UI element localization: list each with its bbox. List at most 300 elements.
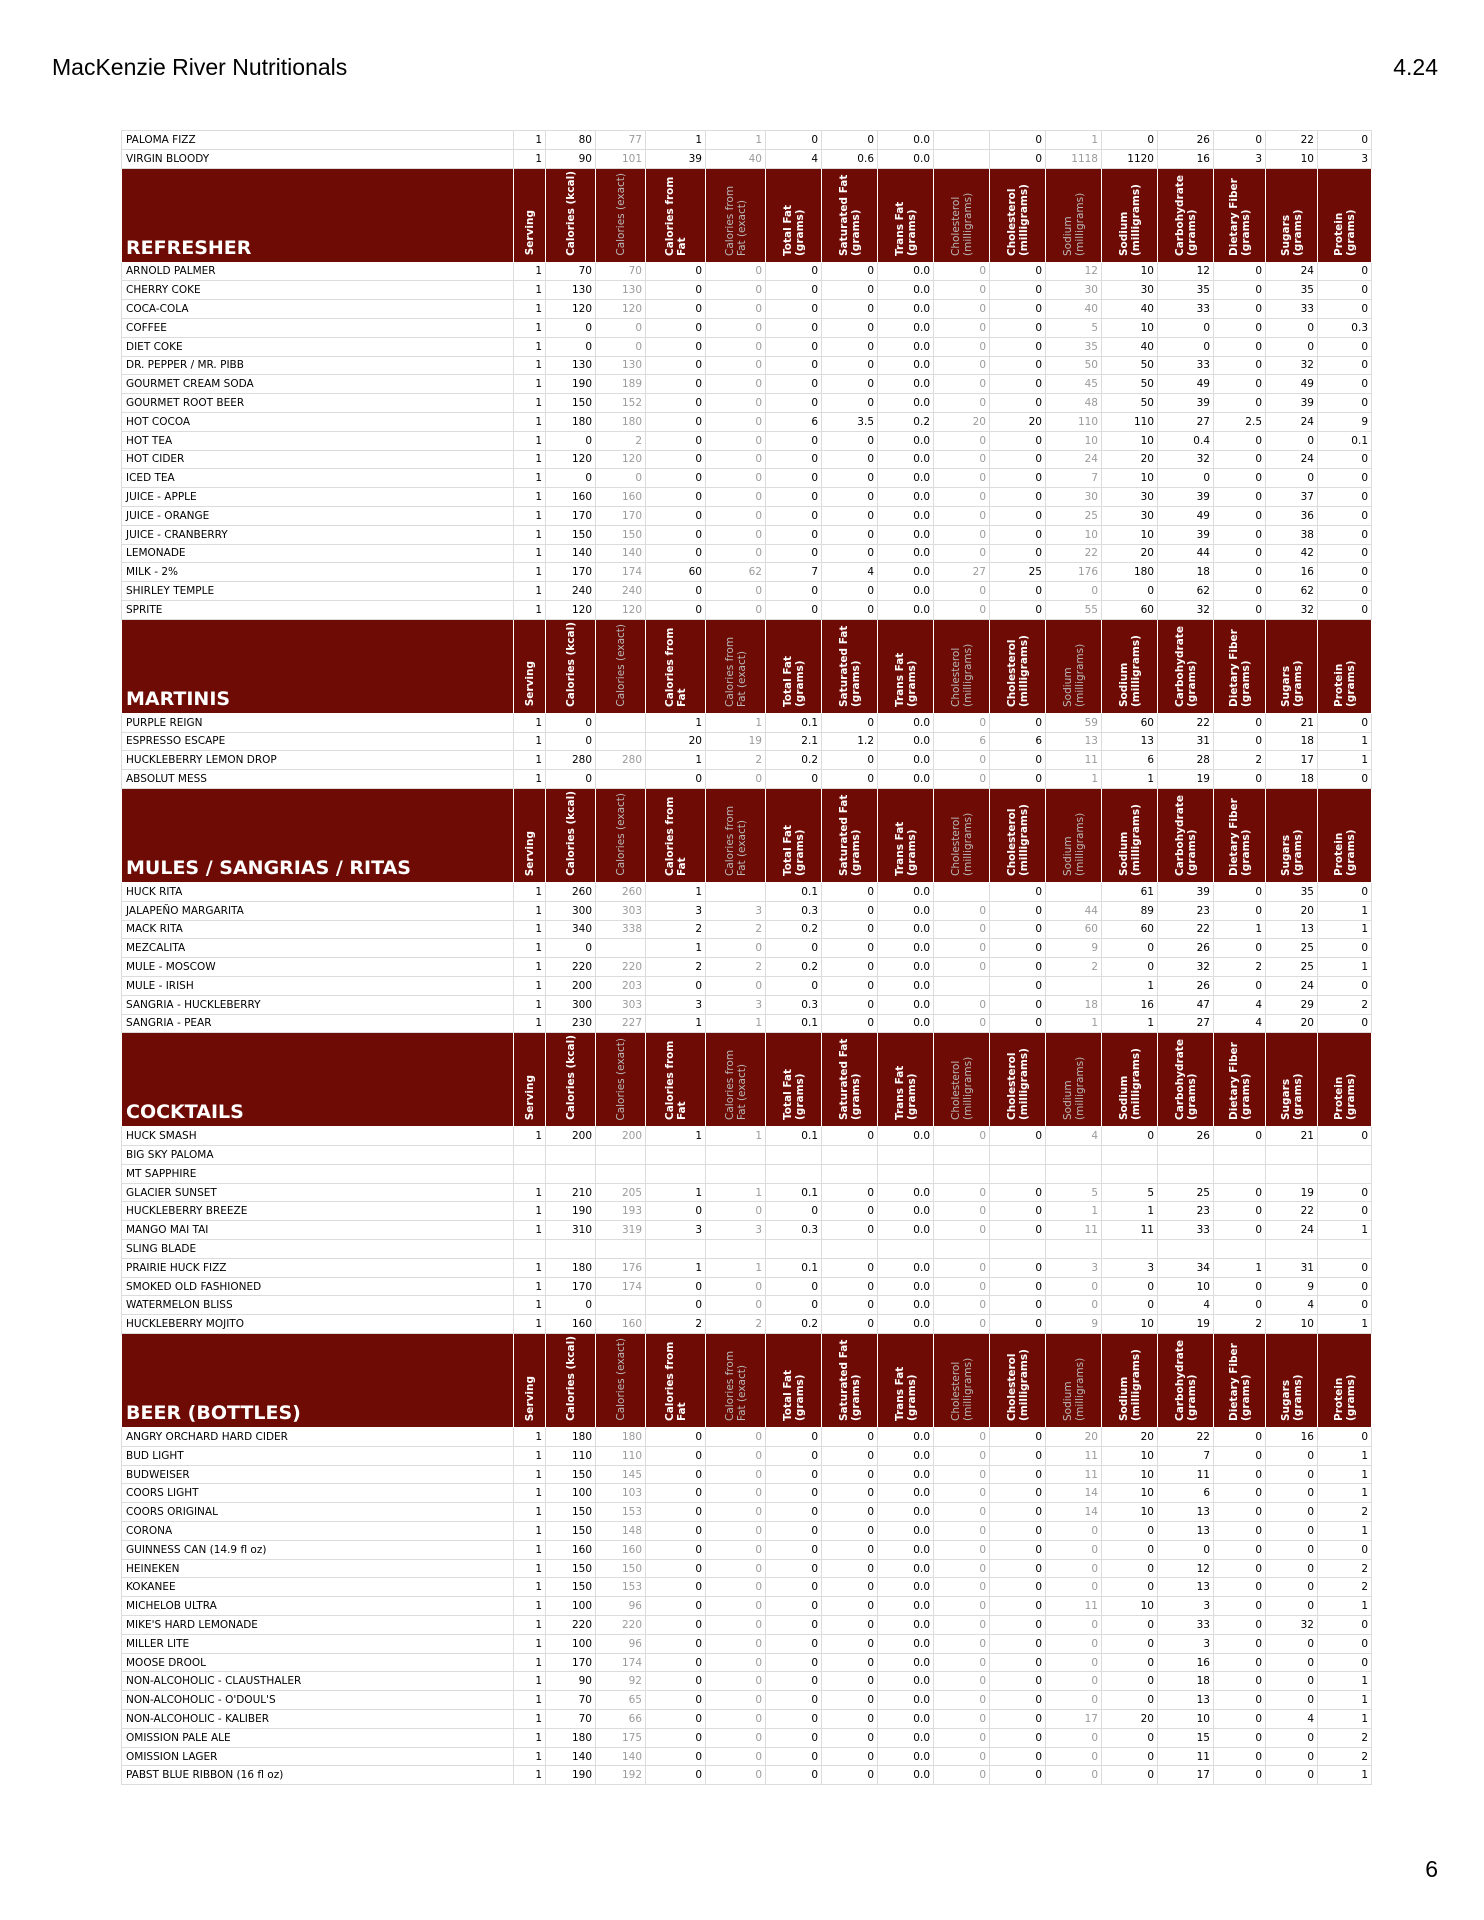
nutrient-value: 20 [1266,1014,1318,1033]
nutrient-value: 0 [1214,582,1266,601]
nutrient-value: 3 [646,1221,706,1240]
column-header [706,619,766,713]
nutrient-value: 1 [514,300,546,319]
nutrient-value [878,1240,934,1259]
nutrient-value: 0 [934,1183,990,1202]
nutrient-value: 26 [1158,1127,1214,1146]
item-name: BIG SKY PALOMA [122,1146,514,1165]
nutrient-value: 19 [1158,770,1214,789]
nutrient-value: 12 [1046,262,1102,281]
nutrient-value: 0 [822,1258,878,1277]
nutrient-value: 0 [822,1127,878,1146]
nutrient-value: 37 [1266,488,1318,507]
nutrient-value: 0 [1318,131,1372,150]
nutrient-value: 0 [706,1428,766,1447]
nutrient-value: 6 [990,732,1046,751]
nutrient-value: 22 [1158,713,1214,732]
nutrient-value: 0 [1214,1465,1266,1484]
nutrient-value: 0 [706,976,766,995]
nutrient-value: 0 [822,469,878,488]
nutrient-value: 0 [822,525,878,544]
nutrient-value: 0 [934,1728,990,1747]
nutrient-value [934,1240,990,1259]
item-name: GUINNESS CAN (14.9 fl oz) [122,1540,514,1559]
nutrient-value: 103 [596,1484,646,1503]
nutrient-value: 50 [1102,356,1158,375]
nutrient-value [596,732,646,751]
nutrient-value: 0.0 [878,1127,934,1146]
nutrient-value: 6 [766,412,822,431]
column-header-label: Saturated Fat (grams) [837,794,862,876]
nutrient-value: 2 [1318,1503,1372,1522]
nutrient-value: 60 [1102,600,1158,619]
nutrient-value: 0 [822,1578,878,1597]
nutrient-value: 0 [1318,770,1372,789]
nutrient-value: 0 [1102,1672,1158,1691]
nutrient-value: 0 [1046,1728,1102,1747]
nutrient-value: 0 [1158,318,1214,337]
nutrient-value: 20 [934,412,990,431]
nutrient-value: 0 [706,1672,766,1691]
nutrient-value: 0 [646,1766,706,1785]
nutrient-value: 32 [1266,1616,1318,1635]
column-header-label: Serving [523,210,536,256]
nutrient-value: 32 [1158,600,1214,619]
nutrient-value: 190 [546,375,596,394]
nutrient-value: 0 [646,1446,706,1465]
item-name: PABST BLUE RIBBON (16 fl oz) [122,1766,514,1785]
nutrient-value: 0 [766,1578,822,1597]
nutrient-value: 70 [546,262,596,281]
nutrient-value: 0 [646,1559,706,1578]
nutrient-value: 0 [1214,488,1266,507]
nutrient-value: 47 [1158,995,1214,1014]
nutrient-value: 230 [546,1014,596,1033]
nutrient-value: 10 [1158,1710,1214,1729]
nutrient-value: 0.0 [878,1014,934,1033]
column-header-label: Sodium (milligrams) [1061,1057,1086,1121]
nutrient-value: 0 [546,732,596,751]
nutrient-value: 24 [1266,262,1318,281]
nutrient-value: 160 [596,488,646,507]
table-row [122,1522,1372,1541]
nutrient-value: 13 [1158,1503,1214,1522]
nutrient-value: 2 [706,1315,766,1334]
table-row [122,1559,1372,1578]
nutrient-value: 0 [822,1728,878,1747]
table-row [122,337,1372,356]
nutrient-value: 0 [1214,939,1266,958]
column-header [878,168,934,262]
nutrient-value: 0 [596,337,646,356]
nutrient-value: 0.0 [878,318,934,337]
column-header-label: Calories (exact) [614,172,627,256]
nutrient-value: 0 [646,318,706,337]
column-header [706,788,766,882]
column-header-label: Dietary Fiber (grams) [1227,1042,1252,1121]
nutrient-value: 0 [934,600,990,619]
item-name: WATERMELON BLISS [122,1296,514,1315]
column-header-label: Serving [523,1375,536,1422]
nutrient-value: 0.6 [822,149,878,168]
nutrient-value: 0 [934,1578,990,1597]
nutrient-value: 1.2 [822,732,878,751]
nutrient-value: 5 [1102,1183,1158,1202]
nutrient-value: 0.0 [878,1202,934,1221]
nutrient-value: 0 [1102,1522,1158,1541]
nutrient-value: 0 [822,131,878,150]
column-header-label: Serving [523,1075,536,1121]
nutrient-value: 1 [706,131,766,150]
nutrient-value: 0 [766,1446,822,1465]
nutrient-value: 23 [1158,1202,1214,1221]
item-name: OMISSION PALE ALE [122,1728,514,1747]
table-row [122,300,1372,319]
nutrient-value: 0 [990,431,1046,450]
nutrient-value: 2 [646,920,706,939]
item-name: NON-ALCOHOLIC - O'DOUL'S [122,1691,514,1710]
nutrient-value: 0.0 [878,1465,934,1484]
nutrient-value: 13 [1102,732,1158,751]
nutrient-value: 20 [1046,1428,1102,1447]
column-header [1046,619,1102,713]
nutrient-value: 19 [706,732,766,751]
nutrient-value: 0 [706,450,766,469]
column-header-label: Sodium (milligrams) [1061,643,1086,707]
nutrient-value: 0 [822,318,878,337]
nutrient-value: 0 [706,1202,766,1221]
nutrient-value [1318,1240,1372,1259]
nutrient-value: 0 [596,318,646,337]
table-row [122,1428,1372,1447]
nutrient-value: 0 [706,262,766,281]
nutrient-value: 11 [1046,1221,1102,1240]
nutrient-value: 0.3 [766,995,822,1014]
column-header [706,1334,766,1428]
nutrient-value: 0.0 [878,544,934,563]
nutrient-value: 44 [1158,544,1214,563]
nutrient-value: 0 [706,1728,766,1747]
nutrient-value: 0 [1102,1296,1158,1315]
nutrient-value: 0.0 [878,431,934,450]
table-row [122,506,1372,525]
nutrient-value: 0 [1318,1277,1372,1296]
column-header-label: Total Fat (grams) [781,204,806,256]
nutrient-value: 2 [1318,995,1372,1014]
nutrient-value: 0 [822,1710,878,1729]
nutrient-value: 7 [1046,469,1102,488]
nutrient-value: 1 [514,976,546,995]
nutrient-value: 11 [1102,1221,1158,1240]
nutrient-value: 4 [1266,1710,1318,1729]
nutrient-value: 0 [934,1522,990,1541]
nutrient-value: 0 [766,1428,822,1447]
nutrient-value [596,1296,646,1315]
nutrient-value: 1 [514,1672,546,1691]
nutrient-value: 0 [934,1691,990,1710]
nutrient-value: 0 [990,337,1046,356]
nutrient-value: 0 [1318,356,1372,375]
table-row [122,1672,1372,1691]
nutrient-value: 180 [596,412,646,431]
nutrient-value: 0 [822,1446,878,1465]
column-header-label: Trans Fat (grams) [893,1366,918,1422]
nutrient-value: 0 [1318,976,1372,995]
nutrient-value [596,1240,646,1259]
nutrient-value: 39 [1158,394,1214,413]
nutrient-value: 0 [1214,1522,1266,1541]
nutrient-value: 7 [1158,1446,1214,1465]
nutrient-value: 1 [514,901,546,920]
nutrient-value: 0 [1266,431,1318,450]
column-header [1318,619,1372,713]
nutrient-value: 1 [514,939,546,958]
column-header [1046,168,1102,262]
nutrient-value: 39 [1158,525,1214,544]
nutrient-value: 0 [646,450,706,469]
nutrient-value: 0 [1318,600,1372,619]
item-name: ICED TEA [122,469,514,488]
nutrient-value: 0.0 [878,901,934,920]
nutrient-value: 0 [1318,1296,1372,1315]
nutrient-value: 0 [706,1484,766,1503]
nutrient-value: 180 [546,1258,596,1277]
nutrient-value: 0 [822,1634,878,1653]
nutrient-value: 3 [646,901,706,920]
nutrient-value [1102,1164,1158,1183]
nutrient-value: 0.0 [878,995,934,1014]
table-row [122,958,1372,977]
nutrient-value: 0 [934,1710,990,1729]
nutrient-value: 0 [1158,337,1214,356]
section-title: BEER (BOTTLES) [122,1334,514,1428]
nutrient-value: 1 [514,582,546,601]
nutrient-value: 319 [596,1221,646,1240]
nutrient-value: 2 [706,958,766,977]
nutrient-value: 1 [1318,1221,1372,1240]
nutrient-value: 0 [546,1296,596,1315]
nutrient-value: 2 [706,751,766,770]
nutrient-value: 10 [1102,1315,1158,1334]
nutrient-value: 0 [1214,1127,1266,1146]
nutrient-value [990,1164,1046,1183]
table-row [122,770,1372,789]
nutrient-value: 240 [546,582,596,601]
column-header-label: Calories (exact) [614,793,627,876]
nutrient-value: 0 [1214,1202,1266,1221]
nutrient-value: 0 [706,770,766,789]
nutrient-value: 1 [514,1183,546,1202]
nutrient-value: 4 [822,563,878,582]
nutrient-value: 0 [990,488,1046,507]
nutrient-value: 100 [546,1597,596,1616]
nutrient-value: 29 [1266,995,1318,1014]
nutrient-value: 0 [990,281,1046,300]
item-name: ABSOLUT MESS [122,770,514,789]
nutrient-value: 30 [1102,506,1158,525]
nutrient-value: 39 [646,149,706,168]
nutrient-value: 0 [646,582,706,601]
table-row [122,713,1372,732]
nutrient-value: 0 [990,600,1046,619]
nutrient-value: 34 [1158,1258,1214,1277]
nutrient-value: 35 [1046,337,1102,356]
section-header [122,788,1372,882]
nutrient-value: 1 [514,1616,546,1635]
nutrient-value: 0.0 [878,488,934,507]
nutrient-value: 66 [596,1710,646,1729]
table-row [122,375,1372,394]
nutrient-value: 11 [1046,1446,1102,1465]
table-row [122,281,1372,300]
table-row [122,1691,1372,1710]
nutrient-value: 31 [1158,732,1214,751]
table-row [122,995,1372,1014]
nutrient-value: 160 [546,1315,596,1334]
nutrient-value: 27 [1158,412,1214,431]
nutrient-value: 0 [1214,1616,1266,1635]
nutrient-value: 0 [1318,1183,1372,1202]
nutrient-value: 0 [990,1710,1046,1729]
nutrient-value: 1 [646,1183,706,1202]
nutrient-value: 0 [822,751,878,770]
column-header-label: Serving [523,661,536,707]
nutrient-value: 1 [706,1183,766,1202]
nutrient-value: 1 [1318,751,1372,770]
nutrient-value: 0 [1214,281,1266,300]
nutrient-value: 18 [1266,770,1318,789]
nutrient-value: 0 [1102,1127,1158,1146]
nutrient-value: 10 [1046,431,1102,450]
nutrient-value: 40 [706,149,766,168]
nutrient-value: 49 [1266,375,1318,394]
column-header [766,168,822,262]
nutrient-value: 0 [1318,300,1372,319]
nutrient-value: 0 [766,1559,822,1578]
nutrient-value: 160 [596,1540,646,1559]
item-name: VIRGIN BLOODY [122,149,514,168]
table-row [122,1465,1372,1484]
column-header [1318,1334,1372,1428]
nutrient-value: 0 [1158,469,1214,488]
nutrient-value: 0.0 [878,356,934,375]
nutrient-value: 280 [596,751,646,770]
nutrient-value: 1 [514,1766,546,1785]
nutrient-value: 0.0 [878,1277,934,1296]
nutrient-value: 0 [822,939,878,958]
column-header-label: Calories from Fat (exact) [723,1050,748,1121]
nutrient-value: 0 [1046,1672,1102,1691]
nutrient-value: 0 [822,1559,878,1578]
nutrient-value: 0 [706,1747,766,1766]
nutrient-value: 0 [822,394,878,413]
nutrient-value: 1 [514,1127,546,1146]
nutrient-value: 0 [990,1616,1046,1635]
nutrient-value: 17 [1158,1766,1214,1785]
nutrient-value: 9 [1318,412,1372,431]
nutrient-value: 152 [596,394,646,413]
nutrient-value: 0 [1318,1127,1372,1146]
nutrient-value: 20 [1102,450,1158,469]
nutrient-value: 6 [1102,751,1158,770]
nutrient-value: 0 [1318,1202,1372,1221]
nutrient-value: 1 [514,1559,546,1578]
nutrient-value: 0.0 [878,563,934,582]
nutrient-value: 40 [1102,300,1158,319]
nutrient-value: 150 [546,1522,596,1541]
nutrient-value: 0 [1102,1616,1158,1635]
nutrient-value: 0.0 [878,1634,934,1653]
nutrient-value [514,1146,546,1165]
nutrient-value: 1 [1318,1766,1372,1785]
nutrient-value: 0.0 [878,1446,934,1465]
nutrient-value: 35 [1158,281,1214,300]
nutrient-value: 35 [1266,882,1318,901]
nutrient-value: 0 [646,1747,706,1766]
nutrient-value: 1 [1318,1484,1372,1503]
nutrient-value: 10 [1102,1465,1158,1484]
nutrient-value: 1 [514,1634,546,1653]
column-header-label: Carbohydrate (grams) [1173,794,1198,876]
nutrient-value: 0 [1214,600,1266,619]
nutrient-value: 0 [990,1522,1046,1541]
nutrient-value: 1 [1318,920,1372,939]
column-header [1214,619,1266,713]
item-name: LEMONADE [122,544,514,563]
nutrient-value: 2 [646,958,706,977]
nutrient-value: 0 [822,1465,878,1484]
nutrient-value: 0.0 [878,262,934,281]
nutrient-value: 44 [1046,901,1102,920]
nutrient-value: 1118 [1046,149,1102,168]
nutrient-value [1046,1146,1102,1165]
nutrient-value: 0 [1214,1710,1266,1729]
nutrient-value: 10 [1102,1484,1158,1503]
nutrient-value: 0 [1046,1540,1102,1559]
nutrient-value: 130 [546,281,596,300]
nutrient-value: 0.0 [878,1522,934,1541]
nutrient-value: 0 [934,958,990,977]
item-name: PALOMA FIZZ [122,131,514,150]
nutrient-value: 89 [1102,901,1158,920]
nutrient-value: 0 [706,1691,766,1710]
nutrient-value: 0 [822,431,878,450]
column-header-label: Saturated Fat (grams) [837,174,862,256]
item-name: CORONA [122,1522,514,1541]
column-header [878,1033,934,1127]
nutrient-value: 0 [934,920,990,939]
nutrient-value: 2 [1214,751,1266,770]
nutrient-value: 0 [706,506,766,525]
item-name: SANGRIA - HUCKLEBERRY [122,995,514,1014]
nutrient-value: 24 [1266,1221,1318,1240]
nutrient-value: 101 [596,149,646,168]
nutrient-value: 0 [766,394,822,413]
nutrient-value: 0 [1102,1559,1158,1578]
nutrient-value: 48 [1046,394,1102,413]
column-header [1158,168,1214,262]
nutrient-value: 0.2 [878,412,934,431]
nutrient-value: 0.2 [766,958,822,977]
nutrition-table [121,130,1372,1785]
nutrient-value: 3 [1102,1258,1158,1277]
nutrient-value: 0 [1266,469,1318,488]
nutrient-value: 25 [990,563,1046,582]
nutrient-value: 23 [1158,901,1214,920]
column-header [514,1033,546,1127]
nutrient-value: 0.0 [878,1258,934,1277]
nutrient-value: 1 [514,544,546,563]
